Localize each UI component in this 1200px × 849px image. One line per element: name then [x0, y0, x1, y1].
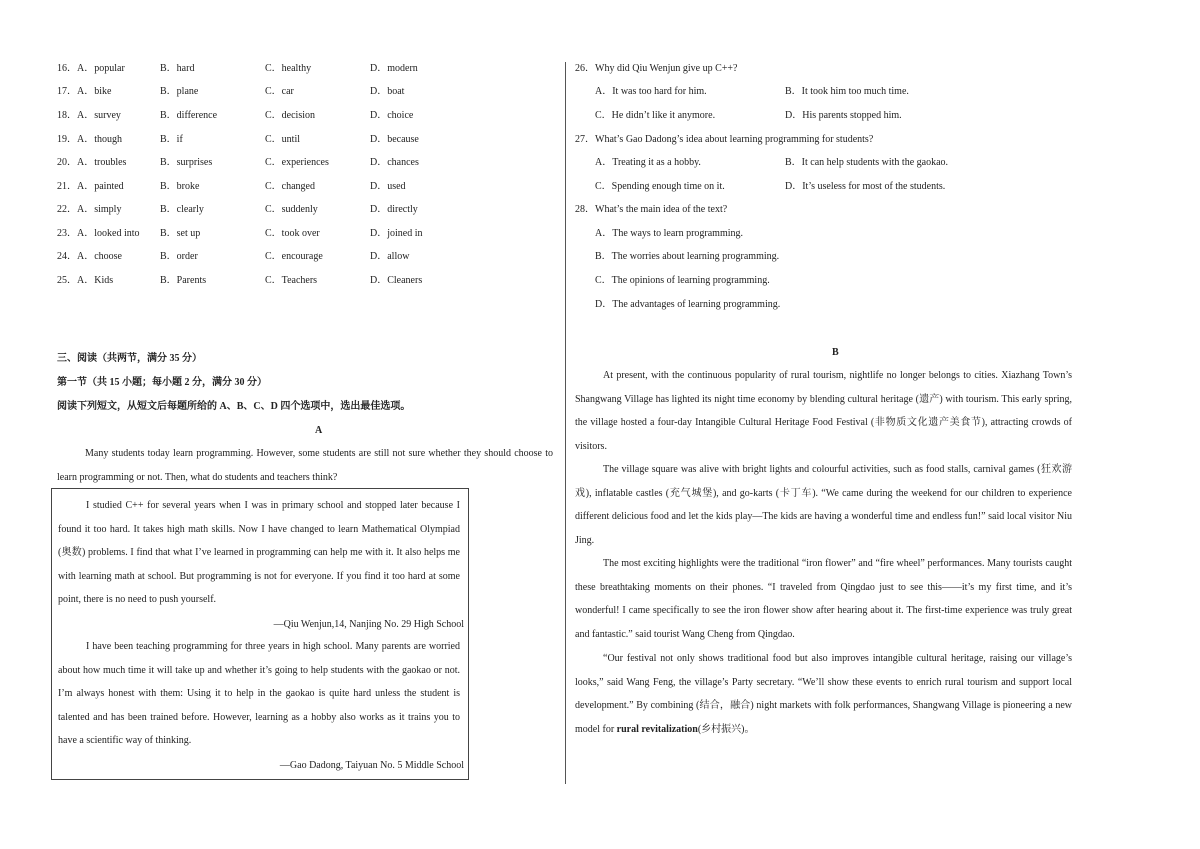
passage-b-paragraph-1: At present, with the continuous popularity of rural tourism, nightlife no longer belongs to cities. Xiazhang Town’s Shangwang Village has lighted its night time economy by blending cultural heritage (遗产) with tourism. This early spring, the village hosted a four-day Intangible Cultural Heritage Food Festival (非物质文化遗产美食节), attracting crowds of visitors. [575, 370, 1072, 452]
quote-qiu: I studied C++ for several years when I was in primary school and stopped later because I found it too hard. It takes high math skills. Now I have changed to learn Mathematical Olympiad (奥数) problems. I find that what I’ve learned in programming can help me with it. It also helps me with learning math at school. But programming is not for everyone. If you find it too hard at some point, there is no need to push yourself. [58, 500, 460, 605]
cloze-row [57, 109, 557, 123]
option-c: C．Teachers [265, 275, 318, 286]
option-b: B．hard [160, 63, 195, 74]
option-a: A．Kids [77, 275, 114, 286]
quotes-box [51, 488, 469, 780]
option-c: C．until [265, 134, 301, 145]
option-d: D．because [370, 134, 419, 145]
option-c: C．healthy [265, 63, 312, 74]
cloze-row [57, 85, 557, 99]
question-number: 24． [57, 251, 77, 262]
column-divider [565, 62, 566, 784]
option-b: B．difference [160, 110, 218, 121]
option-c: C．car [265, 86, 294, 97]
option-d: D．joined in [370, 228, 423, 239]
option-d: D．allow [370, 251, 410, 262]
option-a: A．choose [77, 251, 122, 262]
q28-option-a: A．The ways to learn programming. [595, 228, 744, 239]
signature-gao: —Gao Dadong, Taiyuan No. 5 Middle School [279, 760, 464, 771]
q28-option-b: B．The worries about learning programming. [595, 251, 780, 262]
cloze-row [57, 250, 557, 264]
q28-option-d: D．The advantages of learning programming. [595, 299, 781, 310]
option-c: C．changed [265, 181, 315, 192]
q27-option-c: C．Spending enough time on it. [595, 181, 725, 192]
cloze-row [57, 180, 557, 194]
option-a: A．popular [77, 63, 125, 74]
question-28: 28．What’s the main idea of the text? [575, 204, 728, 215]
cloze-row [57, 62, 557, 76]
option-b: B．if [160, 134, 183, 145]
question-number: 23． [57, 228, 77, 239]
q28-option-c: C．The opinions of learning programming. [595, 275, 770, 286]
question-number: 22． [57, 204, 77, 215]
cloze-row [57, 133, 557, 147]
option-c: C．took over [265, 228, 320, 239]
option-d: D．Cleaners [370, 275, 423, 286]
passage-a-label: A [315, 425, 323, 436]
question-number: 20． [57, 157, 77, 168]
question-number: 21． [57, 181, 77, 192]
question-number: 17． [57, 86, 77, 97]
option-a: A．though [77, 134, 122, 145]
option-c: C．experiences [265, 157, 329, 168]
option-b: B．order [160, 251, 198, 262]
option-d: D．modern [370, 63, 418, 74]
cloze-row [57, 274, 557, 288]
option-a: A．simply [77, 204, 122, 215]
question-number: 16． [57, 63, 77, 74]
instruction: 阅读下列短文，从短文后每题所给的 A、B、C、D 四个选项中，选出最佳选项。 [57, 401, 411, 412]
option-d: D．chances [370, 157, 419, 168]
cloze-row [57, 156, 557, 170]
passage-b-paragraph-3: The most exciting highlights were the traditional “iron flower” and “fire wheel” performances. Many tourists caught these breathtaking moments on their phones. “I traveled from Qingdao just to see this——it’s my first time, and it’s wonderful! I came specifically to see the iron flower show after hearing about it. The first-time experience was truly great and fantastic.” said tourist Wang Cheng from Qingdao. [575, 558, 1072, 640]
paragraph-4-text: “Our festival not only shows traditional food but also improves intangible cultural heritage, raising our village’s looks,” said Wang Feng, the village’s Party secretary. “We’ll show these events to enrich rural tourism and support local development.” By combining (结合，融合) night markets with folk performances, Shangwang Village is pioneering a new model for [575, 653, 1072, 735]
option-a: A．painted [77, 181, 124, 192]
question-26: 26．Why did Qiu Wenjun give up C++? [575, 63, 738, 74]
option-b: B．clearly [160, 204, 204, 215]
option-b: B．broke [160, 181, 200, 192]
paragraph-4-bold-term: rural revitalization [616, 723, 698, 735]
cloze-row [57, 203, 557, 217]
option-a: A．bike [77, 86, 112, 97]
option-a: A．troubles [77, 157, 127, 168]
q26-option-d: D．His parents stopped him. [785, 110, 902, 121]
option-c: C．encourage [265, 251, 323, 262]
signature-qiu: —Qiu Wenjun,14, Nanjing No. 29 High School [273, 619, 464, 630]
question-number: 19． [57, 134, 77, 145]
q27-option-a: A．Treating it as a hobby. [595, 157, 701, 168]
option-a: A．survey [77, 110, 121, 121]
option-b: B．set up [160, 228, 201, 239]
option-c: C．decision [265, 110, 315, 121]
passage-a-intro: Many students today learn programming. However, some students are still not sure whether they should choose to learn programming or not. Then, what do students and teachers think? [57, 448, 553, 483]
question-27: 27．What’s Gao Dadong’s idea about learning programming for students? [575, 134, 874, 145]
question-number: 25． [57, 275, 77, 286]
option-d: D．choice [370, 110, 414, 121]
paragraph-4-end: (乡村振兴)。 [697, 723, 755, 735]
section-title: 三、阅读（共两节，满分 35 分） [57, 353, 202, 364]
quote-gao: I have been teaching programming for three years in high school. Many parents are worried about how much time it will take up and whether it’s going to help students with the gaokao or not. I’m always honest with them: Using it to help in the gaokao is quite hard unless the student is talented and has been trained before. However, learning as a hobby also works as it trains you to have a scientific way of thinking. [58, 641, 460, 746]
passage-b-label: B [832, 347, 839, 358]
option-b: B．plane [160, 86, 199, 97]
q27-option-b: B．It can help students with the gaokao. [785, 157, 949, 168]
passage-b-paragraph-2: The village square was alive with bright lights and colourful activities, such as food stalls, carnival games (狂欢游戏), inflatable castles (充气城堡), and go-karts (卡丁车). “We came during the weekend for our children to experience different delicious food and let the kids play—The kids are having a wonderful time and endless fun!” said local visitor Niu Jing. [575, 464, 1072, 546]
option-d: D．directly [370, 204, 418, 215]
passage-b-paragraph-4 [575, 647, 1072, 741]
q26-option-b: B．It took him too much time. [785, 86, 909, 97]
q26-option-c: C．He didn’t like it anymore. [595, 110, 716, 121]
option-b: B．Parents [160, 275, 207, 286]
option-d: D．boat [370, 86, 405, 97]
option-d: D．used [370, 181, 406, 192]
option-b: B．surprises [160, 157, 213, 168]
option-c: C．suddenly [265, 204, 318, 215]
q26-option-a: A．It was too hard for him. [595, 86, 707, 97]
question-number: 18． [57, 110, 77, 121]
option-a: A．looked into [77, 228, 140, 239]
cloze-row [57, 227, 557, 241]
part-title: 第一节（共 15 小题；每小题 2 分，满分 30 分） [57, 377, 267, 388]
q27-option-d: D．It’s useless for most of the students. [785, 181, 946, 192]
